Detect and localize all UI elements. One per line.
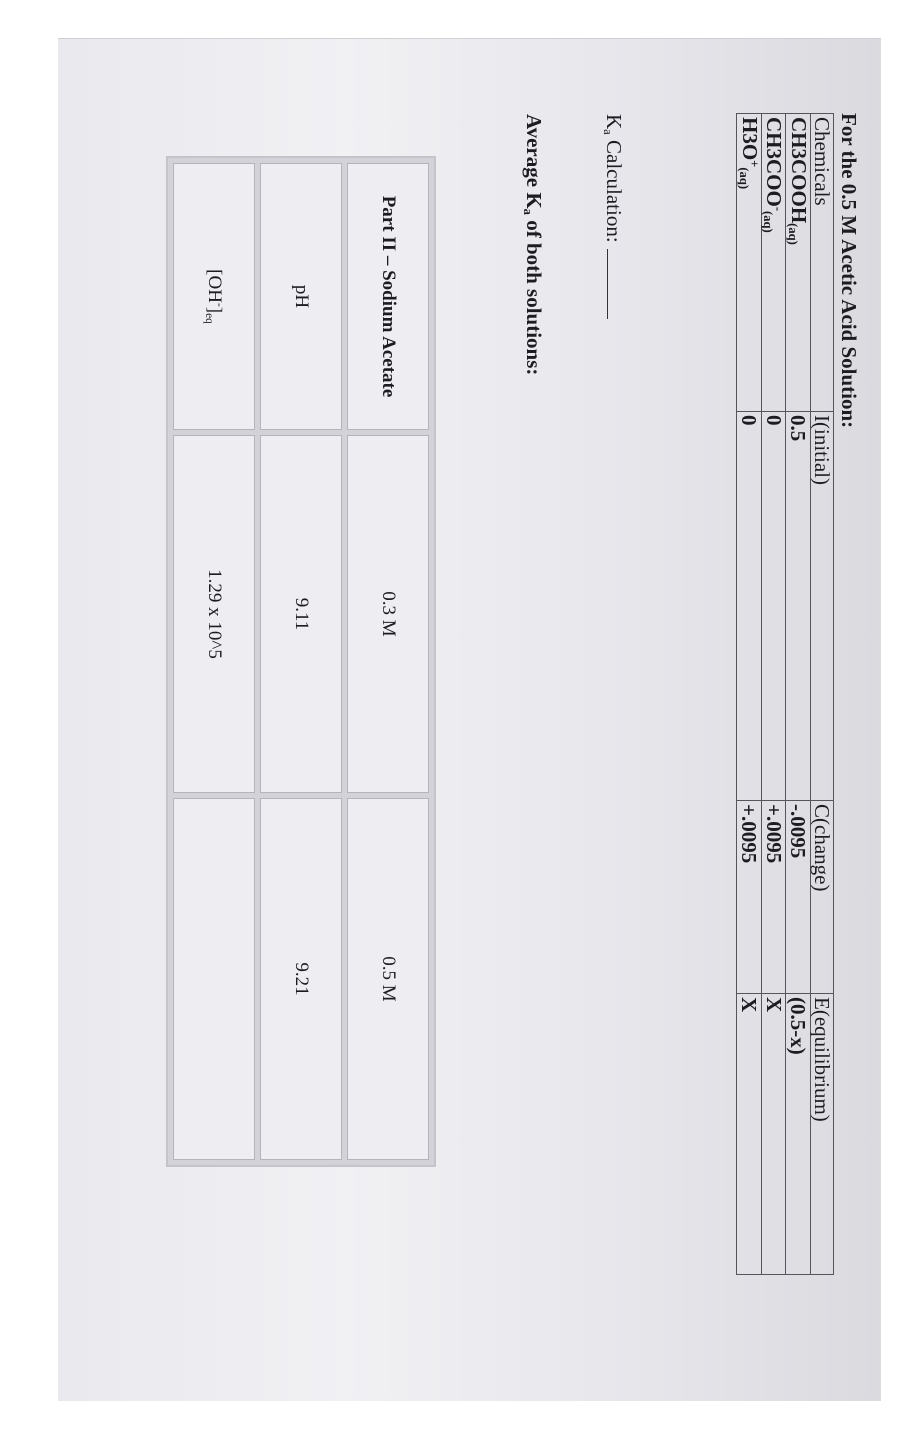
hydroxide-bracket: ] (204, 306, 225, 314)
hydroxide-label-main: [OH (204, 269, 225, 303)
ice-row-acetic-acid (786, 114, 811, 1275)
ka-symbol: K (602, 114, 626, 130)
species-cell (786, 114, 811, 412)
ph-value-03m: 9.11 (260, 435, 342, 793)
ph-row (260, 163, 342, 1160)
species-cell (761, 114, 786, 412)
ice-header-change: C(change) (811, 801, 834, 994)
part2-header-row (347, 163, 429, 1160)
change-cell: +.0095 (761, 801, 786, 994)
ka-calc-text: Calculation: (602, 134, 626, 243)
species-state: (aq) (761, 211, 776, 233)
ph-label: pH (260, 163, 342, 430)
ice-header-row (811, 114, 834, 1275)
species-cell (737, 114, 762, 412)
part2-heading: Part II – Sodium Acetate (347, 163, 429, 430)
hydroxide-charge: - (213, 302, 225, 307)
initial-cell: 0.5 (786, 412, 811, 801)
ice-header-initial: I(initial) (811, 412, 834, 801)
species-charge: - (771, 206, 786, 212)
document-photo (58, 38, 881, 1401)
column-03m: 0.3 M (347, 435, 429, 793)
hydroxide-row (173, 163, 255, 1160)
sodium-acetate-table (166, 156, 436, 1167)
initial-cell: 0 (737, 412, 762, 801)
rotated-page (58, 39, 881, 1401)
species-formula: CH3COOH (787, 117, 811, 224)
equilibrium-cell: (0.5-x) (786, 994, 811, 1275)
ice-table (736, 113, 834, 1275)
answer-blank-line (607, 249, 622, 319)
ice-row-acetate (761, 114, 786, 1275)
section-heading: For the 0.5 M Acetic Acid Solution: (837, 113, 861, 429)
change-cell: -.0095 (786, 801, 811, 994)
species-formula: H3O (737, 117, 762, 161)
hydroxide-value-05m (173, 798, 255, 1160)
average-ka-label (520, 114, 546, 375)
column-05m: 0.5 M (347, 798, 429, 1160)
hydroxide-label (173, 163, 255, 430)
hydroxide-value-03m: 1.29 x 10^5 (173, 435, 255, 793)
ice-header-chemicals: Chemicals (811, 114, 834, 412)
equilibrium-cell: X (737, 994, 762, 1275)
avg-ka-subscript: a (521, 208, 535, 215)
ka-subscript: a (601, 129, 615, 135)
hydroxide-eq-subscript: eq (203, 313, 215, 324)
avg-ka-suffix: of both solutions: (522, 214, 546, 376)
initial-cell: 0 (761, 412, 786, 801)
ph-value-05m: 9.21 (260, 798, 342, 1160)
ka-calculation-label (600, 114, 626, 319)
species-charge: + (746, 160, 761, 168)
ice-header-equilibrium: E(equilibrium) (811, 994, 834, 1275)
ice-row-hydronium (737, 114, 762, 1275)
equilibrium-cell: X (761, 994, 786, 1275)
species-state: (aq) (786, 223, 800, 245)
change-cell: +.0095 (737, 801, 762, 994)
species-state: (aq) (736, 167, 751, 190)
species-formula: CH3COO (762, 117, 787, 207)
avg-ka-prefix: Average K (522, 114, 546, 209)
